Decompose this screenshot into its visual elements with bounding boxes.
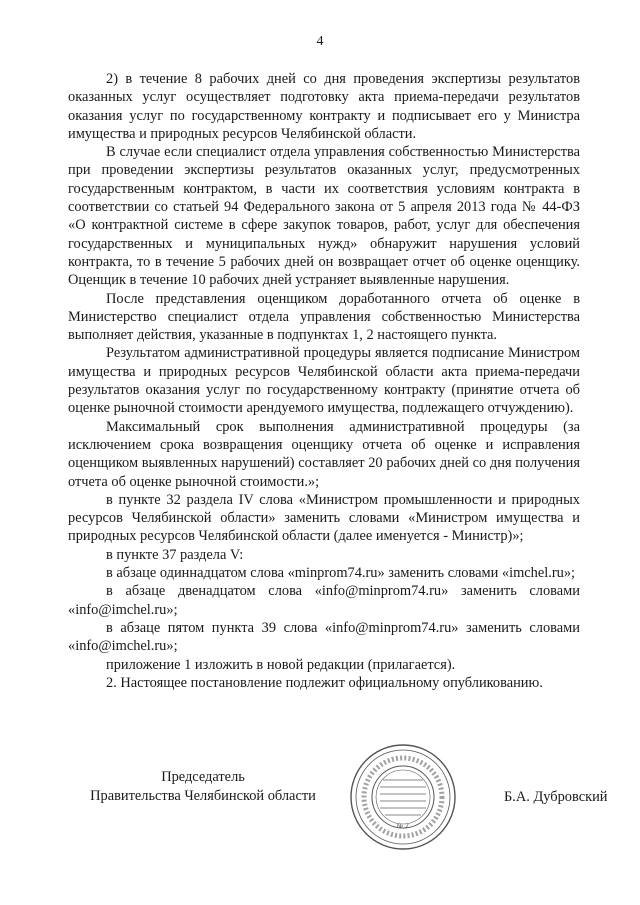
- page-number: 4: [316, 34, 324, 49]
- paragraph-2: В случае если специалист отдела управления собственностью Министерства при проведении экспертизы результатов оказанных услуг, предусмотренных государственным контрактом, в части их соответствия условиям контракта в соответствии со статьей 94 Федерального закона от 5 апреля 2013 года № 44-ФЗ «О контрактной системе в сфере закупок товаров, работ, услуг для обеспечения государственных и муниципальных нужд» обнаружит нарушения условий контракта, то в течение 5 рабочих дней он возвращает отчет об оценке оценщику. Оценщик в течение 10 рабочих дней устраняет выявленные нарушения.: [68, 144, 580, 289]
- signatory-title-line-1: Председатель: [161, 769, 245, 785]
- paragraph-6: в пункте 32 раздела IV слова «Министром промышленности и природных ресурсов Челябинской области» заменить словами «Министром имущества и природных ресурсов Челябинской области (далее именуется - Министр)»;: [68, 491, 580, 545]
- paragraph-12: 2. Настоящее постановление подлежит официальному опубликованию.: [106, 674, 543, 691]
- paragraph-9: в абзаце двенадцатом слова «info@minprom74.ru» заменить словами «info@imchel.ru»;: [68, 583, 580, 618]
- paragraph-3: После представления оценщиком доработанного отчета об оценке в Министерство специалист отдела управления собственностью Министерства выполняет действия, указанные в подпунктах 1, 2 настоящего пункта.: [68, 290, 580, 344]
- paragraph-4: Результатом административной процедуры является подписание Министром имущества и природных ресурсов Челябинской области акта приема-передачи результатов оказания услуг по государственному контракту (принятие отчета об оценке рыночной стоимости арендуемого имущества, подлежащего отчуждению).: [68, 345, 580, 417]
- signatory-title: [68, 768, 338, 806]
- svg-text:№ 2: № 2: [397, 823, 409, 830]
- paragraph-8: в абзаце одиннадцатом слова «minprom74.ru» заменить словами «imchel.ru»;: [106, 565, 576, 582]
- paragraph-11: приложение 1 изложить в новой редакции (прилагается).: [106, 656, 456, 673]
- paragraph-5: Максимальный срок выполнения административной процедуры (за исключением срока возвращения оценщику отчета об оценке и исправления оценщиком выявленных нарушений) составляет 20 рабочих дней со дня получения отчета об оценке рыночной стоимости.»;: [68, 418, 580, 490]
- document-body: [68, 70, 580, 692]
- paragraph-10: в абзаце пятом пункта 39 слова «info@minprom74.ru» заменить словами «info@imchel.ru»;: [68, 619, 580, 655]
- paragraph-7: в пункте 37 раздела V:: [106, 546, 244, 563]
- signatory-name: Б.А. Дубровский: [504, 789, 608, 805]
- paragraph-1: 2) в течение 8 рабочих дней со дня проведения экспертизы результатов оказанных услуг осуществляет подготовку акта приема-передачи результатов оказания услуг по государственному контракту и подписывает его у Министра имущества и природных ресурсов Челябинской области.: [68, 71, 580, 142]
- official-seal-icon: [348, 742, 458, 852]
- signatory-title-line-2: Правительства Челябинской области: [90, 788, 316, 804]
